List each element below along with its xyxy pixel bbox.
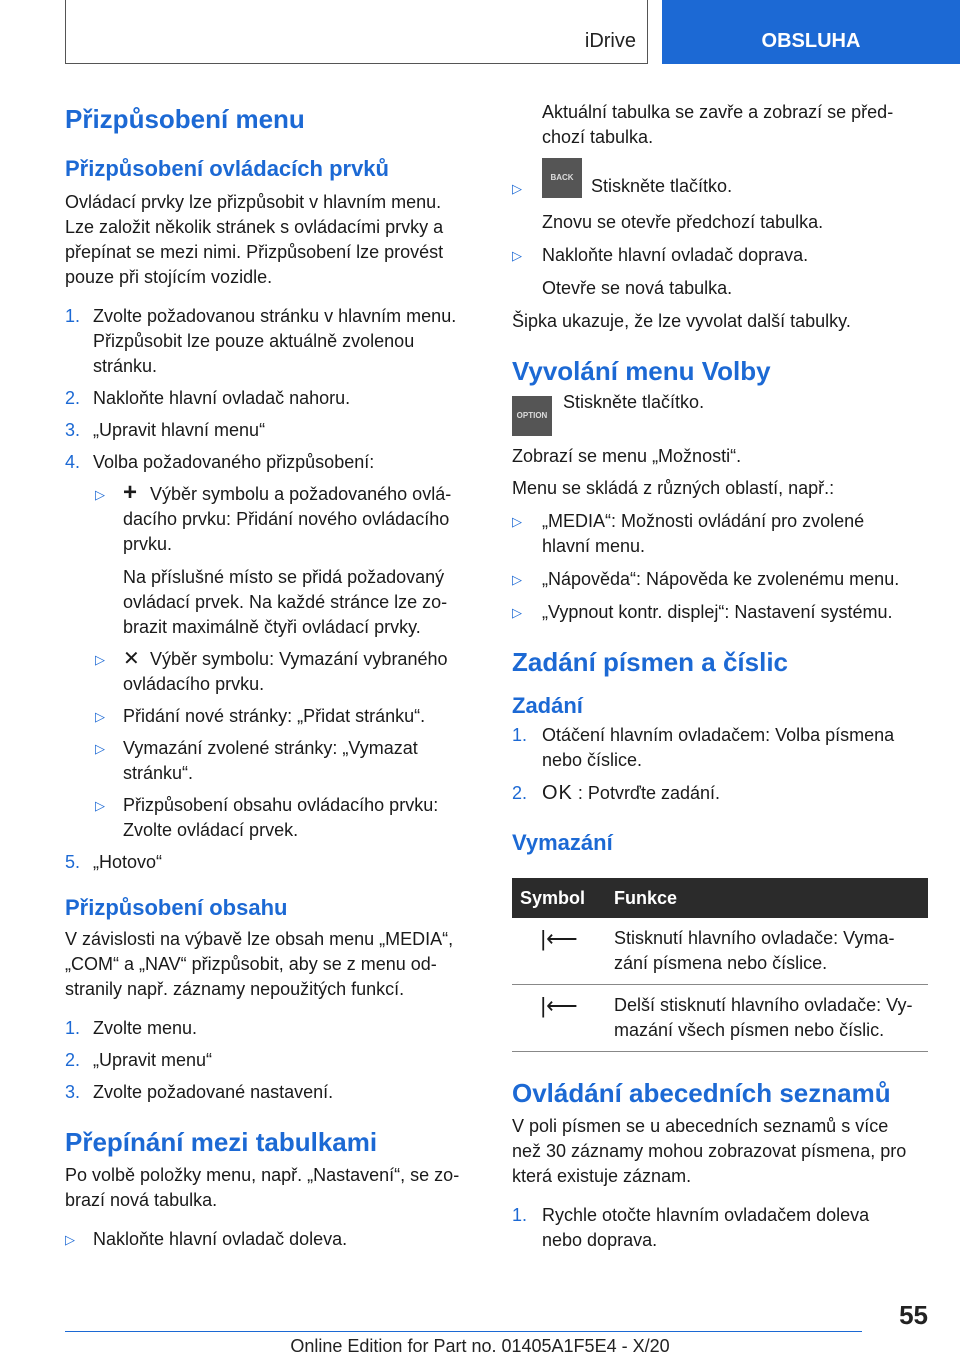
- heading-switch-tables: Přepínání mezi tabulkami: [65, 1127, 378, 1157]
- para-table-close: Aktuální tabulka se zavře a zobrazí se před- chozí tabulka.: [542, 102, 894, 147]
- heading-enter: Zadání: [512, 693, 583, 718]
- para-switch: Po volbě položky menu, např. „Nastavení“, se zo- brazí nová tabulka.: [65, 1165, 460, 1210]
- substep-remove: ▷ ✕ Výběr symbolu: Vymazání vybraného ovládacího prvku.: [95, 648, 448, 694]
- footer-rule: [65, 1331, 862, 1332]
- option-button-row: OPTION Stiskněte tlačítko.: [512, 392, 928, 436]
- symbol-table: [512, 878, 928, 1052]
- back-button-icon: BACK: [542, 158, 582, 198]
- step-1: 1. Zvolte požadovanou stránku v hlavním menu. Přizpůsobit lze pouze aktuálně zvolenou stránku.: [65, 306, 457, 376]
- step-4: 4. Volba požadovaného přizpůsobení:: [65, 452, 375, 472]
- substep-add-page: ▷ Přidání nové stránky: „Přidat stránku“.: [95, 706, 426, 726]
- heading-enter-letters: Zadání písmen a číslic: [512, 647, 788, 677]
- page-number: 55: [899, 1300, 928, 1330]
- para-alpha-lists: V poli písmen se u abecedních seznamů s více než 30 záznamy mohou zobrazovat písmena, pro která existuje záznam.: [512, 1116, 907, 1186]
- step-3: 3. „Upravit hlavní menu“: [65, 420, 266, 440]
- enter-step-1: 1. Otáčení hlavním ovladačem: Volba písmena nebo číslice.: [512, 725, 895, 770]
- table-header-function: Funkce: [606, 878, 928, 918]
- substep-content: ▷ Přizpůsobení obsahu ovládacího prvku: Zvolte ovládací prvek.: [95, 795, 439, 840]
- heading-customize-menu: Přizpůsobení menu: [65, 104, 305, 134]
- heading-delete: Vymazání: [512, 830, 613, 855]
- footer-edition: Online Edition for Part no. 01405A1F5E4 - X/20: [290, 1336, 670, 1356]
- header-frame: [65, 0, 648, 64]
- substep-add: ▷ + Výběr symbolu a požadovaného ovlá- dacího prvku: Přidání nového ovládacího prvku. Na příslušné místo se přidá požadovaný ovládací prvek. Na každé stránce lze zo- brazit maximálně čtyři ovládací prvky.: [95, 479, 452, 637]
- table-header-symbol: Symbol: [512, 878, 606, 918]
- content-step-1: 1. Zvolte menu.: [65, 1018, 198, 1038]
- alpha-step-1: 1. Rychle otočte hlavním ovladačem doleva nebo doprava.: [512, 1205, 870, 1250]
- header-chapter-tab: OBSLUHA: [662, 0, 960, 64]
- header-section: iDrive: [584, 30, 636, 52]
- tilt-right-result: Otevře se nová tabulka.: [542, 278, 733, 298]
- option-help: ▷ „Nápověda“: Nápověda ke zvolenému menu.: [512, 569, 900, 589]
- heading-customize-controls: Přizpůsobení ovládacích prvků: [65, 156, 389, 181]
- right-column: [512, 100, 928, 1253]
- heading-customize-content: Přizpůsobení obsahu: [65, 895, 288, 920]
- option-display-off: ▷ „Vypnout kontr. displej“: Nastavení systému.: [512, 602, 893, 622]
- bullet-back-button: ▷ BACK Stiskněte tlačítko.: [512, 162, 928, 204]
- cross-icon: ✕: [123, 648, 140, 670]
- option-media: ▷ „MEDIA“: Možnosti ovládání pro zvolené hlavní menu.: [512, 511, 865, 556]
- para-content: V závislosti na výbavě lze obsah menu „MEDIA“, „COM“ a „NAV“ přizpůsobit, aby se z menu od- stranily např. záznamy nepoužitých funkcí.: [65, 929, 454, 999]
- substep-delete-page: ▷ Vymazání zvolené stránky: „Vymazat stránku“.: [95, 738, 418, 783]
- step-5: 5. „Hotovo“: [65, 852, 163, 872]
- para-options-shown: Zobrazí se menu „Možnosti“.: [512, 446, 742, 466]
- para-controls-intro: Ovládací prvky lze přizpůsobit v hlavním menu. Lze založit několik stránek s ovládacími prvky a přepínat se mezi nimi. Přizpůsobení lze provést pouze při stojícím vozidle.: [65, 192, 444, 287]
- heading-alpha-lists: Ovládání abecedních seznamů: [512, 1078, 891, 1108]
- ok-icon: OK: [542, 782, 573, 804]
- content-step-3: 3. Zvolte požadované nastavení.: [65, 1082, 334, 1102]
- step-2: 2. Nakloňte hlavní ovladač nahoru.: [65, 388, 351, 408]
- table-row: |⟵ Delší stisknutí hlavního ovladače: Vy- mazání všech písmen nebo číslic.: [512, 985, 928, 1052]
- plus-icon: +: [123, 479, 138, 506]
- option-button-icon: OPTION: [512, 396, 552, 436]
- bullet-tilt-left: ▷ Nakloňte hlavní ovladač doleva.: [65, 1229, 348, 1249]
- enter-step-2: 2. OK : Potvrďte zadání.: [512, 782, 721, 804]
- backspace-icon: |⟵: [540, 926, 578, 951]
- table-row: |⟵ Stisknutí hlavního ovladače: Vyma- zání písmena nebo číslice.: [512, 918, 928, 985]
- left-column: [65, 100, 475, 1252]
- content-step-2: 2. „Upravit menu“: [65, 1050, 213, 1070]
- bullet-tilt-right: ▷ Nakloňte hlavní ovladač doprava.: [512, 245, 809, 265]
- backspace-icon: |⟵: [540, 993, 578, 1018]
- arrow-note: Šipka ukazuje, že lze vyvolat další tabulky.: [512, 311, 851, 331]
- heading-options-menu: Vyvolání menu Volby: [512, 356, 771, 386]
- para-options-areas: Menu se skládá z různých oblastí, např.:: [512, 478, 835, 498]
- back-result: Znovu se otevře předchozí tabulka.: [542, 212, 824, 232]
